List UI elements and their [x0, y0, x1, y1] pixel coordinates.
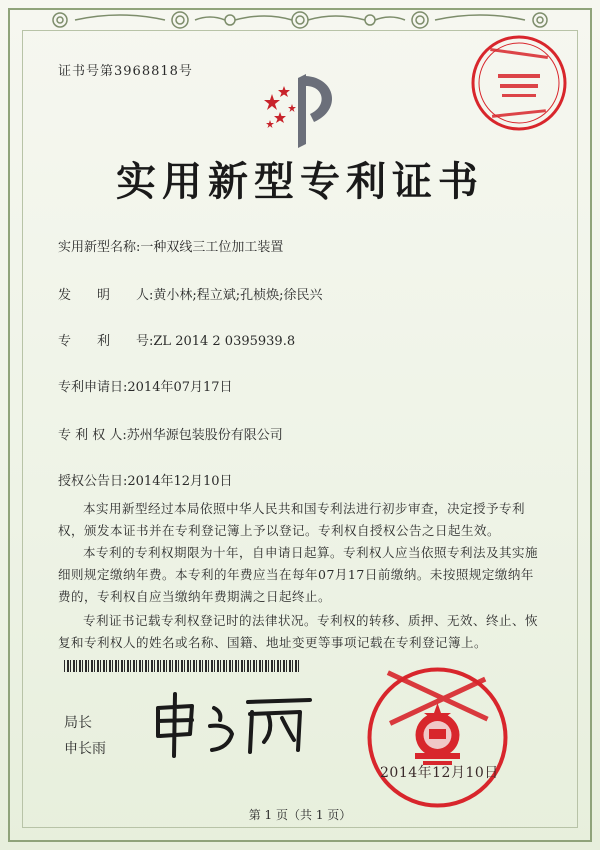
signer-role: 局长: [64, 715, 92, 731]
application-date-value: 2014年07月17日: [127, 380, 233, 395]
cnipa-logo-icon: [258, 64, 348, 154]
cnipa-official-seal: [365, 665, 510, 810]
patentee-label: 专 利 权 人:: [58, 428, 127, 443]
field-patentee: [58, 424, 283, 443]
body-paragraph-1: 本实用新型经过本局依照中华人民共和国专利法进行初步审查，决定授予专利权，颁发本证书并在专利登记簿上予以登记。专利权自授权公告之日起生效。: [58, 501, 526, 538]
certificate-title: 实用新型专利证书: [116, 158, 484, 205]
certificate-number-label: 证书号第: [58, 64, 115, 79]
page-number: 第 1 页（共 1 页）: [248, 808, 352, 822]
grant-date-label: 授权公告日:: [58, 474, 128, 489]
patent-number-value: ZL 2014 2 0395939.8: [153, 334, 296, 349]
barcode: [64, 660, 299, 672]
top-ornament-band: [30, 10, 570, 30]
body-paragraph-3: 专利证书记载专利权登记时的法律状况。专利权的转移、质押、无效、终止、恢复和专利权人的姓名或名称、国籍、地址变更等事项记载在专利登记簿上。: [58, 613, 539, 650]
body-paragraph-2: 本专利的专利权期限为十年，自申请日起算。专利权人应当依照专利法及其实施细则规定缴纳年费。本专利的年费应当在每年07月17日前缴纳。未按照规定缴纳年费的，专利权自应当缴纳年费期满之日起终止。: [58, 545, 539, 604]
patent-number-label: 专 利 号:: [58, 334, 154, 349]
utility-model-name-label: 实用新型名称:: [58, 240, 141, 255]
grant-date-value: 2014年12月10日: [127, 474, 233, 489]
inventor-label: 发 明 人:: [58, 288, 154, 303]
inventor-value: 黄小林;程立斌;孔桢焕;徐民兴: [153, 288, 323, 303]
patentee-value: 苏州华源包装股份有限公司: [126, 428, 283, 443]
application-date-label: 专利申请日:: [58, 380, 128, 395]
field-inventor: [58, 284, 323, 303]
field-utility-model-name: [58, 236, 283, 255]
certificate-number-suffix: 号: [178, 64, 193, 79]
tax-seal-stamp: [470, 34, 568, 132]
field-application-date: [58, 376, 233, 395]
seal-date: 2014年12月10日: [380, 765, 499, 781]
field-patent-number: [58, 330, 295, 349]
certificate-number-value: 3968818: [114, 64, 179, 79]
certificate-number: [58, 60, 193, 79]
utility-model-name-value: 一种双线三工位加工装置: [140, 240, 284, 255]
signer-name: 申长雨: [64, 741, 106, 757]
field-grant-date: [58, 470, 233, 489]
handwritten-signature: [150, 690, 320, 760]
